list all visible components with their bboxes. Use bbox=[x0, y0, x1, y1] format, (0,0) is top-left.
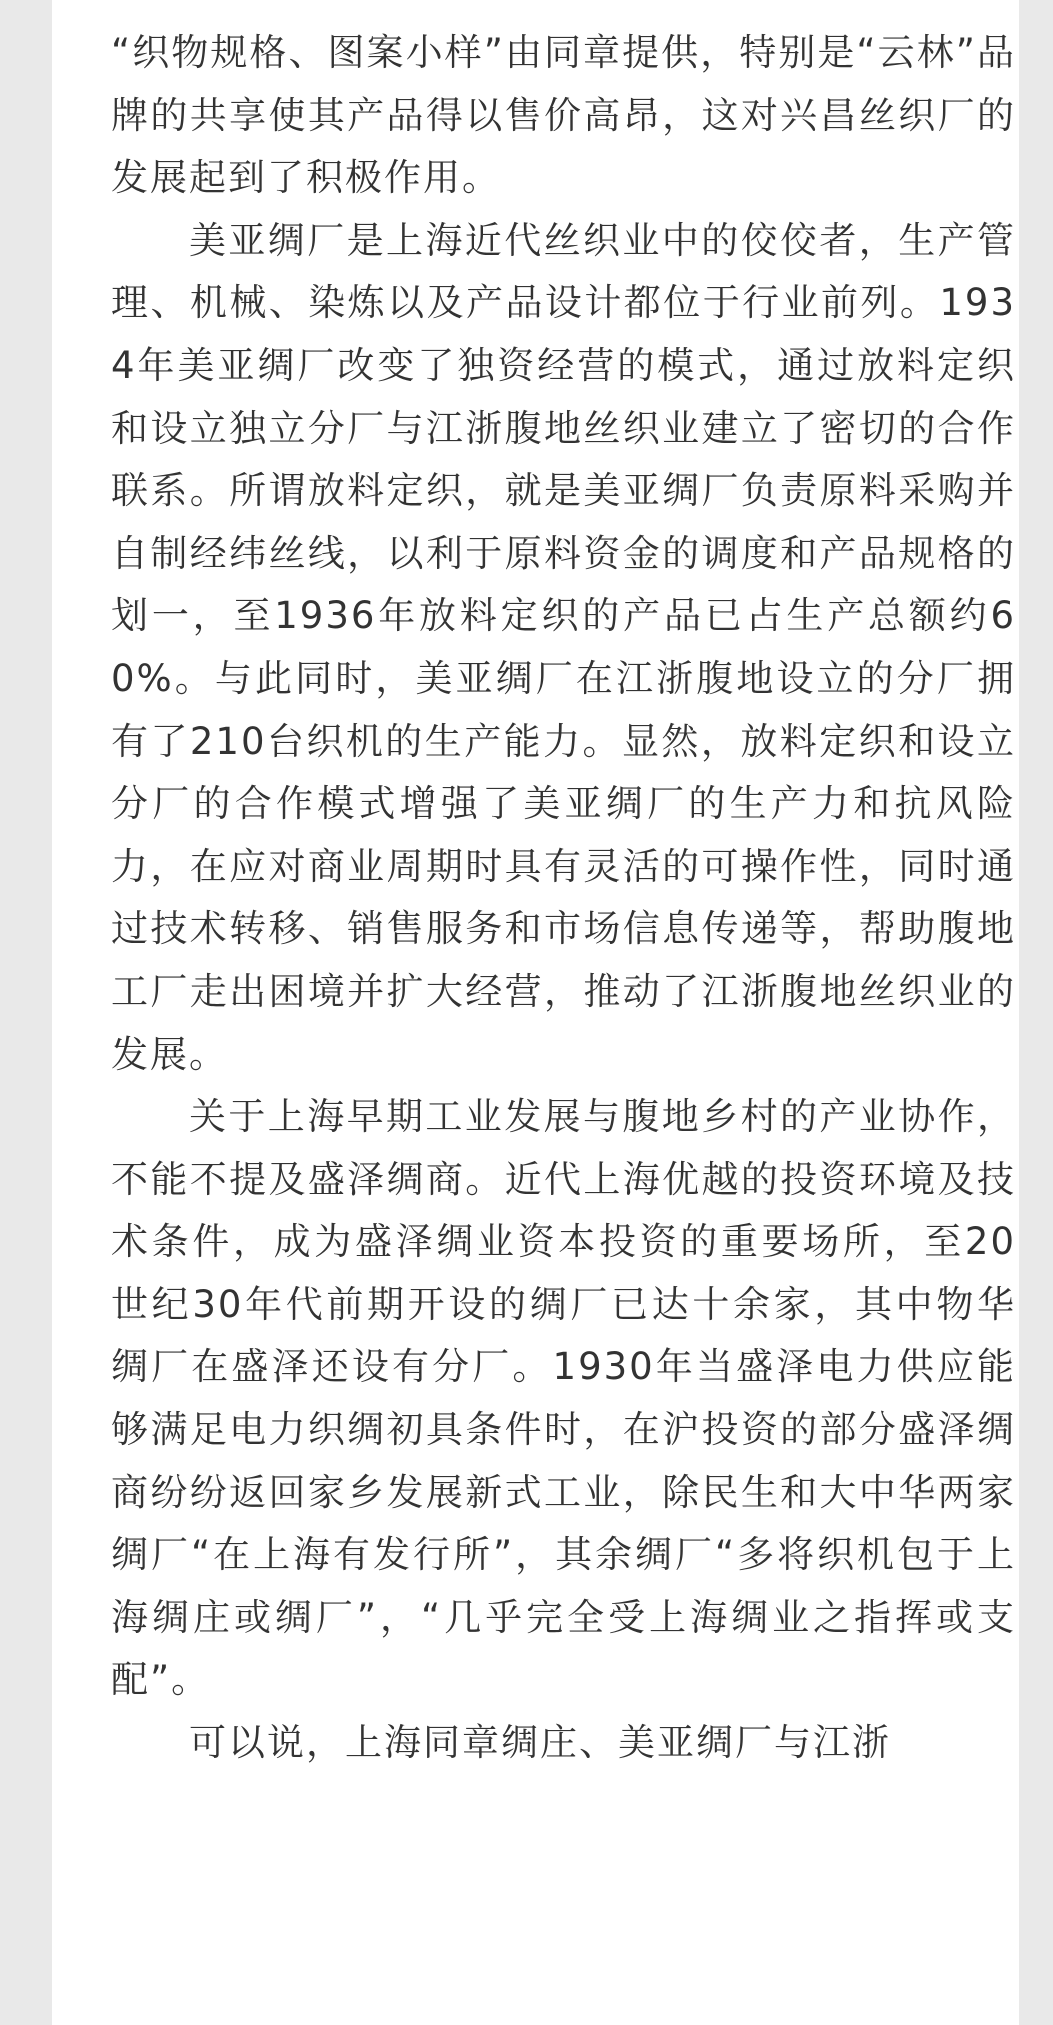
article-page bbox=[52, 0, 1019, 2025]
paragraph-meiya-silk-factory: 美亚绸厂是上海近代丝织业中的佼佼者，生产管理、机械、染炼以及产品设计都位于行业前列。1934年美亚绸厂改变了独资经营的模式，通过放料定织和设立独立分厂与江浙腹地丝织业建立了密切的合作联系。所谓放料定织，就是美亚绸厂负责原料采购并自制经纬丝线，以利于原料资金的调度和产品规格的划一，至1936年放料定织的产品已占生产总额约60%。与此同时，美亚绸厂在江浙腹地设立的分厂拥有了210台织机的生产能力。显然，放料定织和设立分厂的合作模式增强了美亚绸厂的生产力和抗风险力，在应对商业周期时具有灵活的可操作性，同时通过技术转移、销售服务和市场信息传递等，帮助腹地工厂走出困境并扩大经营，推动了江浙腹地丝织业的发展。 bbox=[111, 218, 1016, 1076]
paragraph-continuation: “织物规格、图案小样”由同章提供，特别是“云林”品牌的共享使其产品得以售价高昂，这对兴昌丝织厂的发展起到了积极作用。 bbox=[111, 31, 1016, 200]
paragraph-shengze-silk-merchants: 关于上海早期工业发展与腹地乡村的产业协作，不能不提及盛泽绸商。近代上海优越的投资环境及技术条件，成为盛泽绸业资本投资的重要场所，至20世纪30年代前期开设的绸厂已达十余家，其中物华绸厂在盛泽还设有分厂。1930年当盛泽电力供应能够满足电力织绸初具条件时，在沪投资的部分盛泽绸商纷纷返回家乡发展新式工业，除民生和大中华两家绸厂“在上海有发行所”，其余绸厂“多将织机包于上海绸庄或绸厂”，“几乎完全受上海绸业之指挥或支配”。 bbox=[111, 1095, 1016, 1702]
paragraph-conclusion-start: 可以说，上海同章绸庄、美亚绸厂与江浙 bbox=[189, 1721, 891, 1765]
article-body bbox=[111, 22, 1016, 1775]
